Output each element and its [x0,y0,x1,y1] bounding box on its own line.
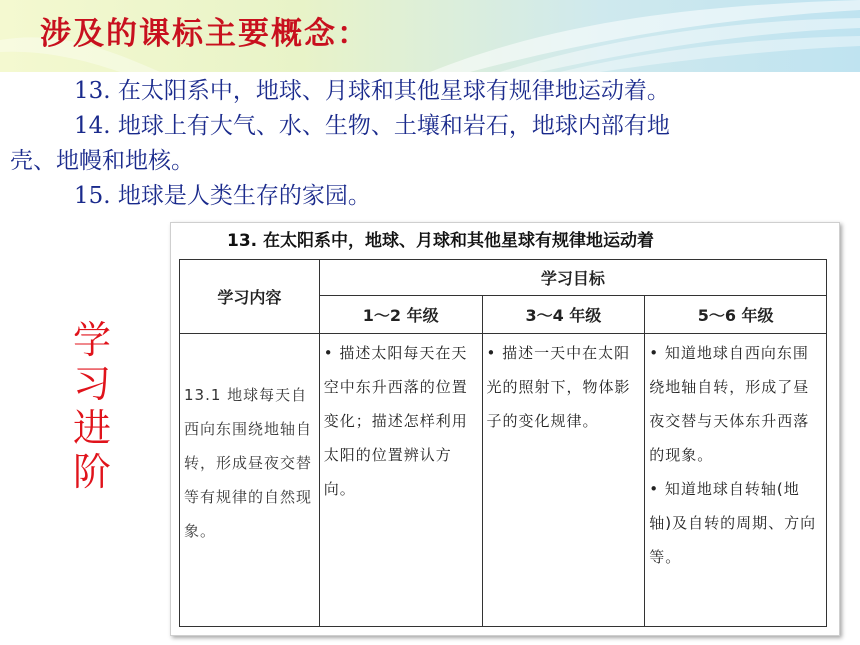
page-title: 涉及的课标主要概念： [40,16,370,52]
goal-cell-grade-3-4 [482,334,645,627]
learning-goals-table [179,259,827,627]
concept-15: 15. 地球是人类生存的家园。 [74,183,371,209]
side-label-char: 阶 [72,450,111,494]
learning-progression-label [70,318,114,494]
goal-text-grade-5-6-b: • 知道地球自转轴(地轴)及自转的周期、方向等。 [649,480,817,566]
header-grade-5-6: 5～6 年级 [645,296,827,334]
concept-list [10,74,850,214]
goal-text-grade-5-6-a: • 知道地球自西向东围绕地轴自转，形成了昼夜交替与天体东升西落的现象。 [649,344,810,464]
side-label-char: 习 [72,362,111,406]
side-label-char: 学 [72,318,111,362]
header-banner [0,0,860,72]
concept-14-continued: 壳、地幔和地核。 [10,148,194,174]
concept-13: 13. 在太阳系中，地球、月球和其他星球有规律地运动着。 [74,78,670,104]
header-learning-content: 学习内容 [180,260,320,334]
goal-cell-grade-1-2 [319,334,482,627]
content-cell [180,334,320,627]
table-caption: 13. 在太阳系中，地球、月球和其他星球有规律地运动着 [227,231,655,251]
header-grade-1-2: 1～2 年级 [319,296,482,334]
header-grade-3-4: 3～4 年级 [482,296,645,334]
goal-cell-grade-5-6 [645,334,827,627]
side-label-char: 进 [72,406,111,450]
concept-14: 14. 地球上有大气、水、生物、土壤和岩石，地球内部有地 [74,113,670,139]
content-text: 13.1 地球每天自西向东围绕地轴自转，形成昼夜交替等有规律的自然现象。 [184,386,313,540]
standards-table-image [170,222,840,636]
goal-text-grade-1-2: • 描述太阳每天在天空中东升西落的位置变化；描述怎样利用太阳的位置辨认方向。 [323,344,468,498]
header-learning-goals: 学习目标 [319,260,826,296]
goal-text-grade-3-4: • 描述一天中在太阳光的照射下，物体影子的变化规律。 [486,344,631,430]
